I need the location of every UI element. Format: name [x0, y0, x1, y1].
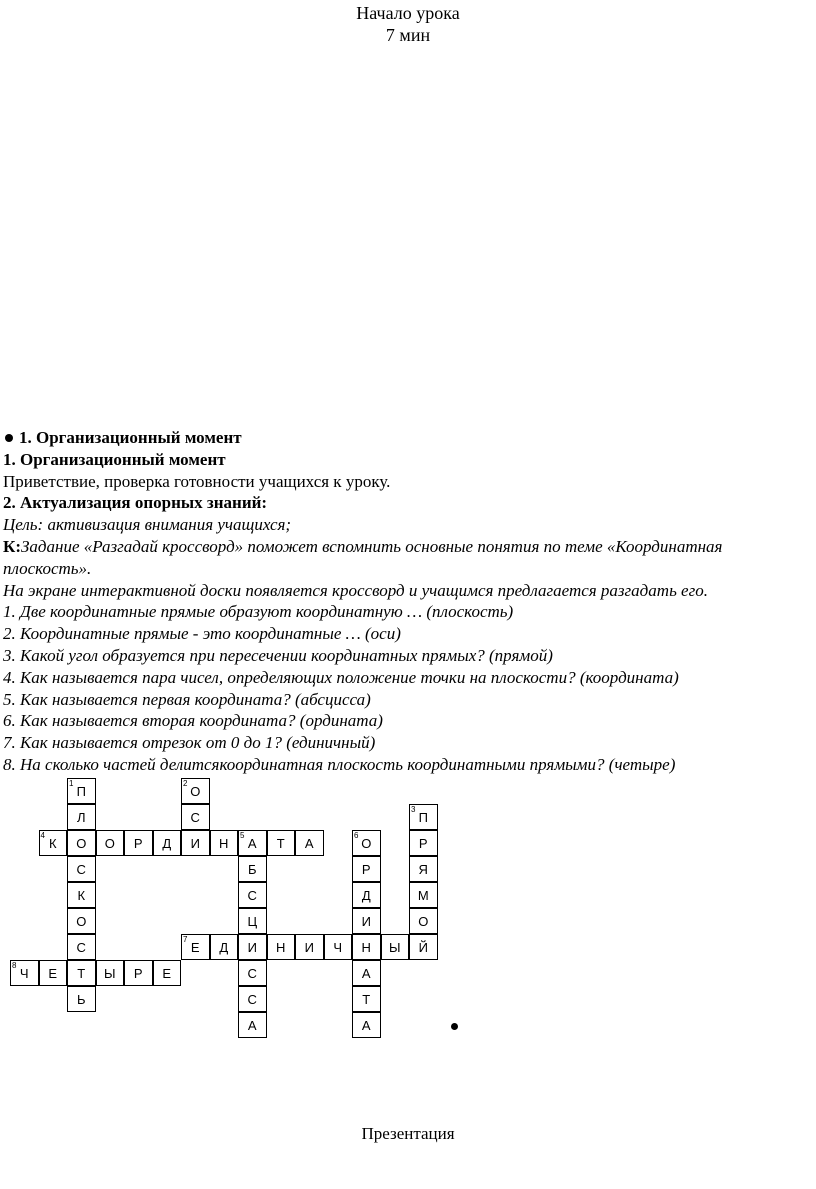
question-7: 7. Как называется отрезок от 0 до 1? (единичный)	[3, 733, 376, 753]
crossword-letter: О	[361, 836, 372, 851]
crossword-cell	[67, 856, 96, 882]
question-3: 3. Какой угол образуется при пересечении координатных прямых? (прямой)	[3, 645, 553, 665]
crossword-cell	[67, 986, 96, 1012]
crossword-letter: С	[76, 940, 86, 955]
question-1: 1. Две координатные прямые образуют координатную … (плоскость)	[3, 602, 514, 622]
question-5: 5. Как называется первая координата? (абсцисса)	[3, 689, 371, 709]
crossword-cell	[238, 882, 267, 908]
crossword-letter: Т	[276, 836, 285, 851]
header-duration: 7 мин	[385, 25, 431, 45]
crossword-letter: Ц	[247, 914, 258, 929]
crossword-cell	[67, 804, 96, 830]
crossword-letter: Л	[76, 810, 86, 825]
dot-mark	[451, 1023, 458, 1030]
crossword-cell	[67, 830, 96, 856]
bullet-heading-text: 1. Организационный момент	[19, 428, 242, 447]
crossword-letter: С	[247, 966, 257, 981]
crossword-letter: Й	[418, 940, 428, 955]
crossword-cell	[267, 830, 296, 856]
crossword-letter: О	[104, 836, 115, 851]
crossword-letter: Е	[162, 966, 172, 981]
crossword-letter: С	[247, 992, 257, 1007]
crossword-cell	[181, 934, 210, 960]
crossword-letter: О	[76, 914, 87, 929]
crossword-cell	[124, 960, 153, 986]
crossword-cell	[352, 882, 381, 908]
crossword-letter: Т	[362, 992, 371, 1007]
crossword-cell	[181, 804, 210, 830]
crossword-letter: Д	[162, 836, 172, 851]
crossword-letter: Ч	[333, 940, 343, 955]
crossword-clue-number: 1	[69, 779, 74, 788]
crossword-cell	[352, 934, 381, 960]
page-header	[0, 2, 816, 46]
crossword-cell	[409, 856, 438, 882]
crossword-letter: И	[247, 940, 257, 955]
crossword-letter: Е	[48, 966, 58, 981]
bullet-heading	[3, 427, 811, 449]
crossword-cell	[96, 960, 125, 986]
question-8: 8. На сколько частей делитсякоординатная плоскость координатными прямыми? (четыре)	[3, 754, 676, 774]
section1-title: 1. Организационный момент	[3, 449, 226, 469]
crossword-letter: Ы	[388, 940, 401, 955]
crossword-cell	[267, 934, 296, 960]
crossword-letter: О	[418, 914, 429, 929]
crossword-cell	[238, 830, 267, 856]
crossword-letter: Н	[276, 940, 286, 955]
crossword-cell	[67, 882, 96, 908]
bullet-icon	[5, 434, 13, 442]
crossword-letter: С	[190, 810, 200, 825]
crossword-cell	[295, 934, 324, 960]
crossword-letter: О	[190, 784, 201, 799]
crossword-letter: Е	[190, 940, 200, 955]
crossword-clue-number: 7	[183, 935, 188, 944]
question-6: 6. Как называется вторая координата? (ордината)	[3, 711, 383, 731]
crossword-cell	[10, 960, 39, 986]
crossword-cell	[238, 986, 267, 1012]
section1-text: Приветствие, проверка готовности учащихся к уроку.	[3, 471, 391, 491]
crossword-letter: И	[190, 836, 200, 851]
crossword-letter: Д	[219, 940, 229, 955]
crossword-cell	[295, 830, 324, 856]
task-prefix: К:	[3, 536, 21, 556]
crossword-cell	[352, 908, 381, 934]
crossword-letter: А	[361, 1018, 371, 1033]
crossword-letter: И	[304, 940, 314, 955]
task-paragraph	[3, 536, 811, 580]
crossword-cell	[352, 960, 381, 986]
crossword-cell	[124, 830, 153, 856]
crossword-cell	[181, 830, 210, 856]
crossword-cell	[352, 986, 381, 1012]
crossword-letter: Я	[418, 862, 428, 877]
crossword-cell	[238, 1012, 267, 1038]
crossword-cell	[210, 934, 239, 960]
crossword-clue-number: 2	[183, 779, 188, 788]
crossword-cell	[324, 934, 353, 960]
crossword-cell	[67, 934, 96, 960]
crossword-letter: Р	[418, 836, 428, 851]
crossword-cell	[409, 908, 438, 934]
crossword-letter: Д	[361, 888, 371, 903]
crossword-letter: А	[304, 836, 314, 851]
crossword-cell	[210, 830, 239, 856]
crossword-clue-number: 3	[411, 805, 416, 814]
crossword-letter: П	[76, 784, 86, 799]
crossword-cell	[96, 830, 125, 856]
task-text: Задание «Разгадай кроссворд» поможет вспомнить основные понятия по теме «Координатная плоскость».	[3, 536, 723, 578]
crossword-letter: П	[418, 810, 428, 825]
crossword-letter: С	[247, 888, 257, 903]
screen-text: На экране интерактивной доски появляется кроссворд и учащимся предлагается разгадать его.	[3, 580, 708, 600]
crossword-cell	[39, 830, 68, 856]
crossword-cell	[409, 934, 438, 960]
crossword-cell	[153, 830, 182, 856]
lesson-content	[3, 427, 811, 776]
goal-text: Цель: активизация внимания учащихся;	[3, 515, 292, 535]
crossword-letter: С	[76, 862, 86, 877]
crossword-letter: М	[417, 888, 429, 903]
crossword-cell	[238, 908, 267, 934]
crossword-cell	[67, 960, 96, 986]
crossword-letter: А	[247, 1018, 257, 1033]
crossword-letter: Ч	[19, 966, 29, 981]
crossword-cell	[238, 934, 267, 960]
crossword-letter: Р	[133, 966, 143, 981]
crossword-cell	[67, 778, 96, 804]
crossword-cell	[409, 830, 438, 856]
presentation-label: Презентация	[361, 1124, 455, 1143]
crossword-clue-number: 4	[40, 831, 45, 840]
crossword-letter: Б	[247, 862, 257, 877]
section2-title: 2. Актуализация опорных знаний:	[3, 493, 268, 513]
question-2: 2. Координатные прямые - это координатные … (оси)	[3, 624, 401, 644]
crossword-letter: И	[361, 914, 371, 929]
crossword-cell	[352, 1012, 381, 1038]
crossword-cell	[238, 960, 267, 986]
crossword-letter: А	[247, 836, 257, 851]
crossword-clue-number: 5	[240, 831, 245, 840]
crossword-cell	[67, 908, 96, 934]
crossword-cell	[352, 830, 381, 856]
crossword-cell	[238, 856, 267, 882]
question-4: 4. Как называется пара чисел, определяющих положение точки на плоскости? (координата)	[3, 667, 679, 687]
crossword-letter: Р	[133, 836, 143, 851]
crossword-clue-number: 8	[12, 961, 17, 970]
crossword-cell	[181, 778, 210, 804]
crossword-letter: Т	[77, 966, 86, 981]
crossword-letter: Ь	[76, 992, 86, 1007]
header-title: Начало урока	[356, 3, 460, 23]
crossword-cell	[39, 960, 68, 986]
crossword-letter: Н	[361, 940, 371, 955]
crossword-cell	[352, 856, 381, 882]
crossword-clue-number: 6	[354, 831, 359, 840]
crossword-cell	[153, 960, 182, 986]
crossword-cell	[409, 804, 438, 830]
crossword-letter: Ы	[103, 966, 116, 981]
crossword-letter: К	[77, 888, 86, 903]
crossword-cell	[409, 882, 438, 908]
crossword-cell	[381, 934, 410, 960]
crossword-letter: Р	[361, 862, 371, 877]
crossword-letter: К	[48, 836, 57, 851]
crossword-letter: А	[361, 966, 371, 981]
crossword-letter: О	[76, 836, 87, 851]
crossword-letter: Н	[219, 836, 229, 851]
